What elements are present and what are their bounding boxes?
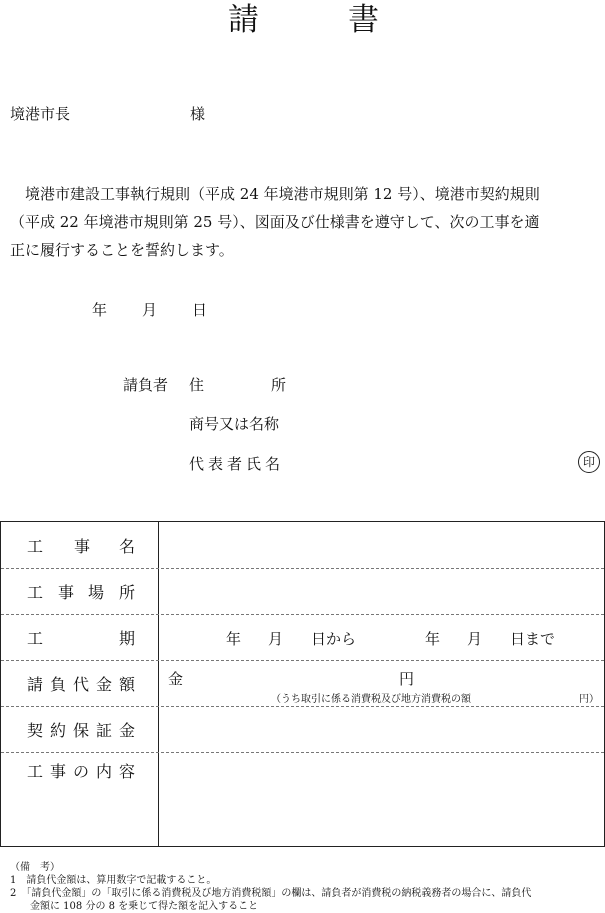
label-char: 保 [73, 721, 90, 740]
row-divider [1, 660, 604, 661]
remark-item: 2 「請負代金額」の「取引に係る消費税及び地方消費税額」の欄は、請負者が消費税の納税義務者の場合に、請負代 [10, 888, 532, 899]
label-char: 容 [119, 762, 136, 781]
contractor-label: 請負者 [123, 376, 169, 394]
label-char: 名 [119, 537, 136, 556]
pledge-line: （平成 22 年境港市規則第 25 号）、図面及び仕様書を遵守して、次の工事を適 [10, 213, 540, 231]
label-char: 事 [50, 762, 67, 781]
label-char: 場 [88, 583, 105, 602]
period-end-day: 日まで [510, 630, 556, 648]
label-char: 工 [27, 629, 44, 648]
label-char: 期 [119, 629, 136, 648]
label-char: 金 [119, 721, 136, 740]
column-divider [158, 522, 159, 846]
label-char: 額 [119, 675, 136, 694]
date-day: 日 [192, 301, 208, 319]
addressee: 境港市長 [10, 105, 71, 123]
pledge-line: 正に履行することを誓約します。 [10, 241, 234, 259]
label-char: 約 [50, 721, 67, 740]
contract-table [0, 521, 605, 847]
label-char: 請 [27, 675, 44, 694]
amount-prefix: 金 [168, 670, 184, 688]
tax-note: （うち取引に係る消費税及び地方消費税の額 [271, 694, 471, 705]
company-name-label: 商号又は名称 [189, 415, 280, 433]
period-end-year: 年 [425, 630, 441, 648]
label-char: 代 [73, 675, 90, 694]
label-char: の [73, 762, 90, 781]
label-char: 所 [119, 583, 136, 602]
label-char: 事 [74, 537, 91, 556]
seal-mark: 印 [578, 451, 600, 473]
period-start-day: 日から [311, 630, 357, 648]
label-char: 負 [50, 675, 67, 694]
row-divider [1, 568, 604, 569]
address-label-a: 住 [189, 376, 205, 394]
period-start-month: 月 [268, 630, 284, 648]
label-char: 工 [27, 537, 44, 556]
row-divider [1, 752, 604, 753]
date-month: 月 [142, 301, 158, 319]
label-char: 内 [96, 762, 113, 781]
pledge-line: 境港市建設工事執行規則（平成 24 年境港市規則第 12 号）、境港市契約規則 [10, 185, 540, 203]
address-label-b: 所 [271, 376, 287, 394]
title-char-1: 請 [228, 2, 259, 38]
representative-label: 代表者氏名 [189, 455, 285, 473]
tax-unit: 円） [579, 694, 599, 705]
period-end-month: 月 [467, 630, 483, 648]
period-start-year: 年 [226, 630, 242, 648]
date-year: 年 [92, 301, 108, 319]
label-char: 工 [27, 762, 44, 781]
label-char: 事 [58, 583, 75, 602]
label-char: 契 [27, 721, 44, 740]
title-char-2: 書 [348, 2, 379, 38]
amount-unit: 円 [399, 670, 415, 688]
pledge-text [10, 180, 600, 264]
document-title [0, 0, 605, 42]
remarks-heading: （備 考） [10, 862, 60, 873]
label-char: 工 [27, 583, 44, 602]
label-char: 証 [96, 721, 113, 740]
remark-item: 金額に 108 分の 8 を乗じて得た額を記入すること [10, 901, 259, 912]
remark-item: 1 請負代金額は、算用数字で記載すること。 [10, 875, 217, 886]
honorific: 様 [190, 105, 206, 123]
label-char: 金 [96, 675, 113, 694]
row-divider [1, 614, 604, 615]
address-label [189, 375, 286, 395]
